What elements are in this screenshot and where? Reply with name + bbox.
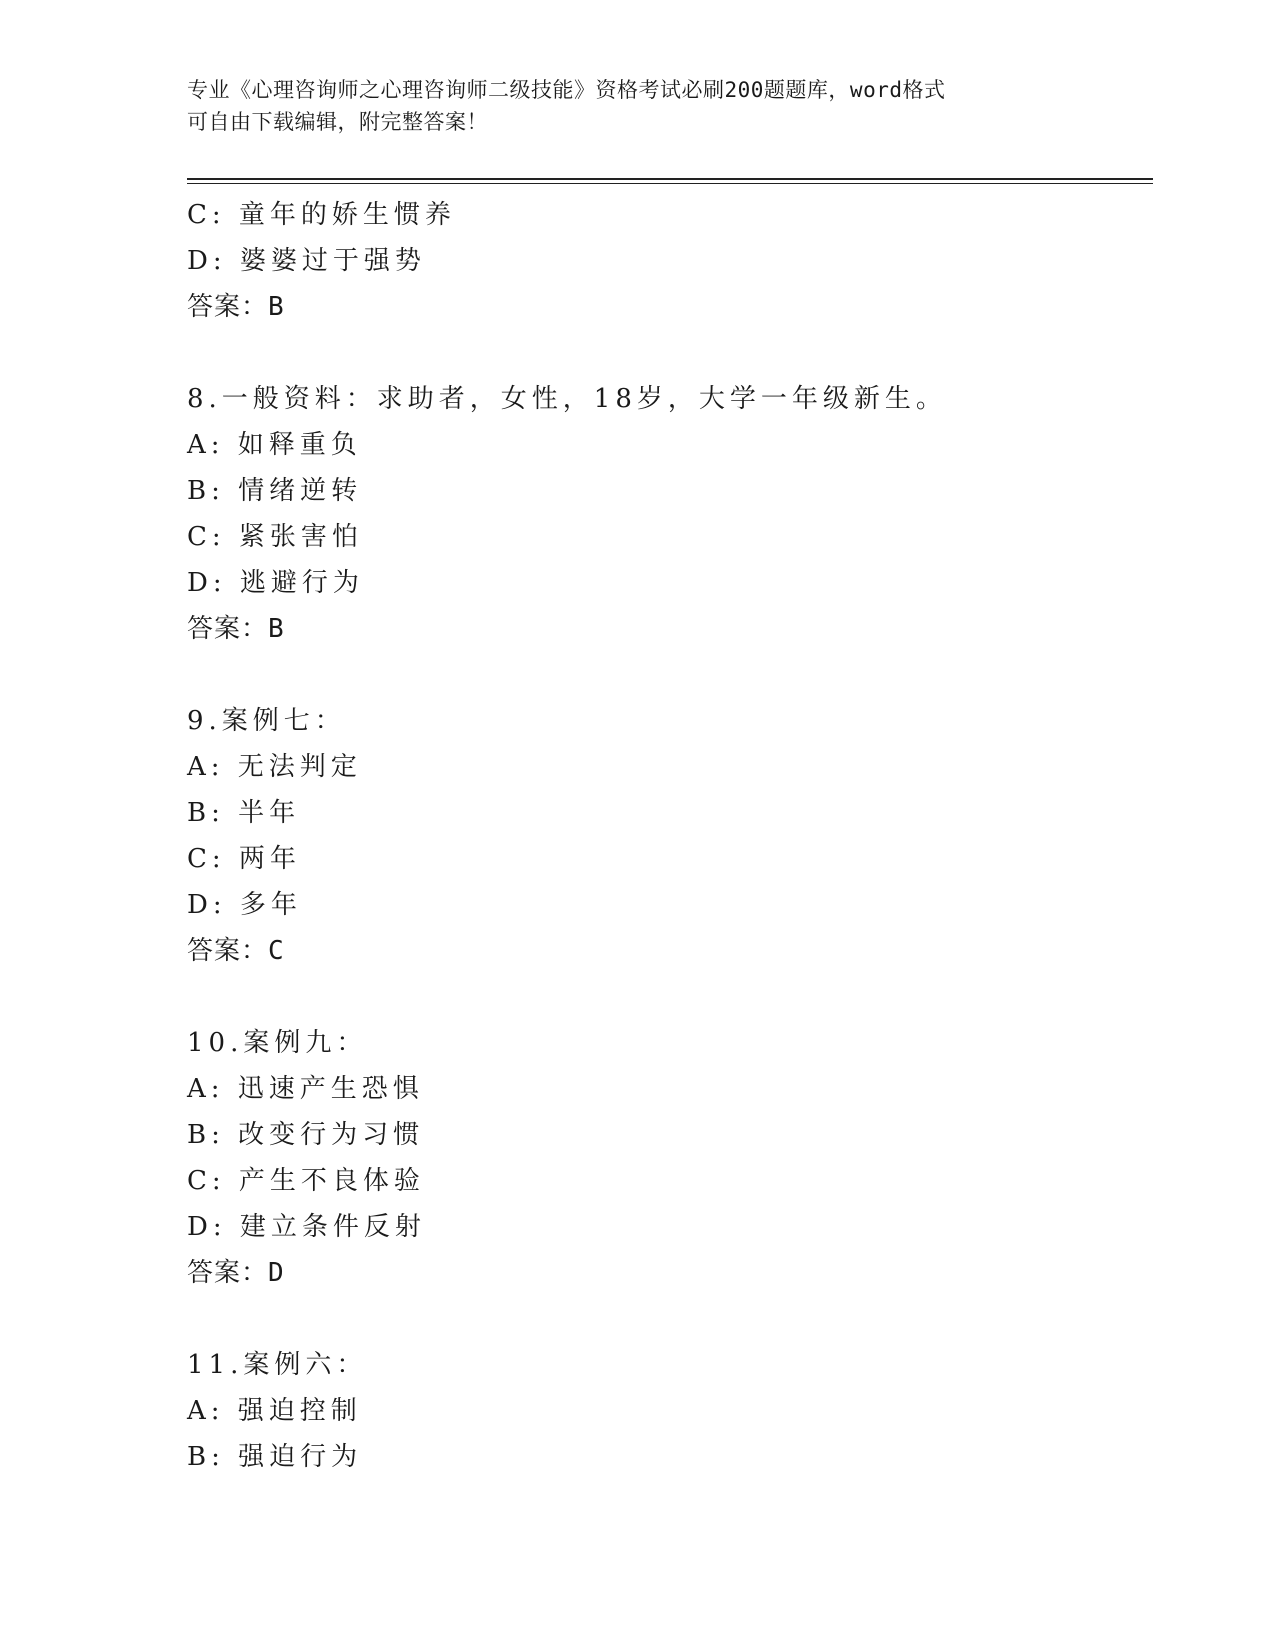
header-rule-thin: [187, 183, 1153, 184]
option-d: D: 婆婆过于强势: [187, 246, 426, 276]
spacer: [187, 974, 1147, 1020]
document-header: [187, 74, 1087, 138]
option-a: A: 强迫控制: [187, 1396, 362, 1426]
question-list: [187, 192, 1147, 1480]
question-stem: 9.案例七：: [187, 706, 346, 736]
option-b: B: 强迫行为: [187, 1442, 363, 1472]
option-c: C: 产生不良体验: [187, 1166, 425, 1196]
option-a: A: 如释重负: [187, 430, 362, 460]
option-a: A: 迅速产生恐惧: [187, 1074, 424, 1104]
header-rule-thick: [187, 178, 1153, 180]
option-c: C: 童年的娇生惯养: [187, 200, 456, 230]
answer-line: 答案：D: [187, 1258, 285, 1288]
spacer: [187, 330, 1147, 376]
question-stem: 8.一般资料：求助者，女性，18岁，大学一年级新生。: [187, 384, 947, 414]
spacer: [187, 1296, 1147, 1342]
option-b: B: 半年: [187, 798, 301, 828]
option-a: A: 无法判定: [187, 752, 362, 782]
option-d: D: 建立条件反射: [187, 1212, 426, 1242]
answer-line: 答案：C: [187, 936, 285, 966]
option-b: B: 情绪逆转: [187, 476, 363, 506]
option-b: B: 改变行为习惯: [187, 1120, 425, 1150]
question-stem: 11.案例六：: [187, 1350, 368, 1380]
option-c: C: 两年: [187, 844, 301, 874]
header-line-1: 专业《心理咨询师之心理咨询师二级技能》资格考试必刷200题题库，word格式: [187, 78, 946, 102]
question-stem: 10.案例九：: [187, 1028, 368, 1058]
option-c: C: 紧张害怕: [187, 522, 363, 552]
spacer: [187, 652, 1147, 698]
header-line-2: 可自由下载编辑，附完整答案！: [187, 110, 488, 134]
answer-line: 答案：B: [187, 292, 285, 322]
answer-line: 答案：B: [187, 614, 285, 644]
option-d: D: 多年: [187, 890, 302, 920]
option-d: D: 逃避行为: [187, 568, 364, 598]
